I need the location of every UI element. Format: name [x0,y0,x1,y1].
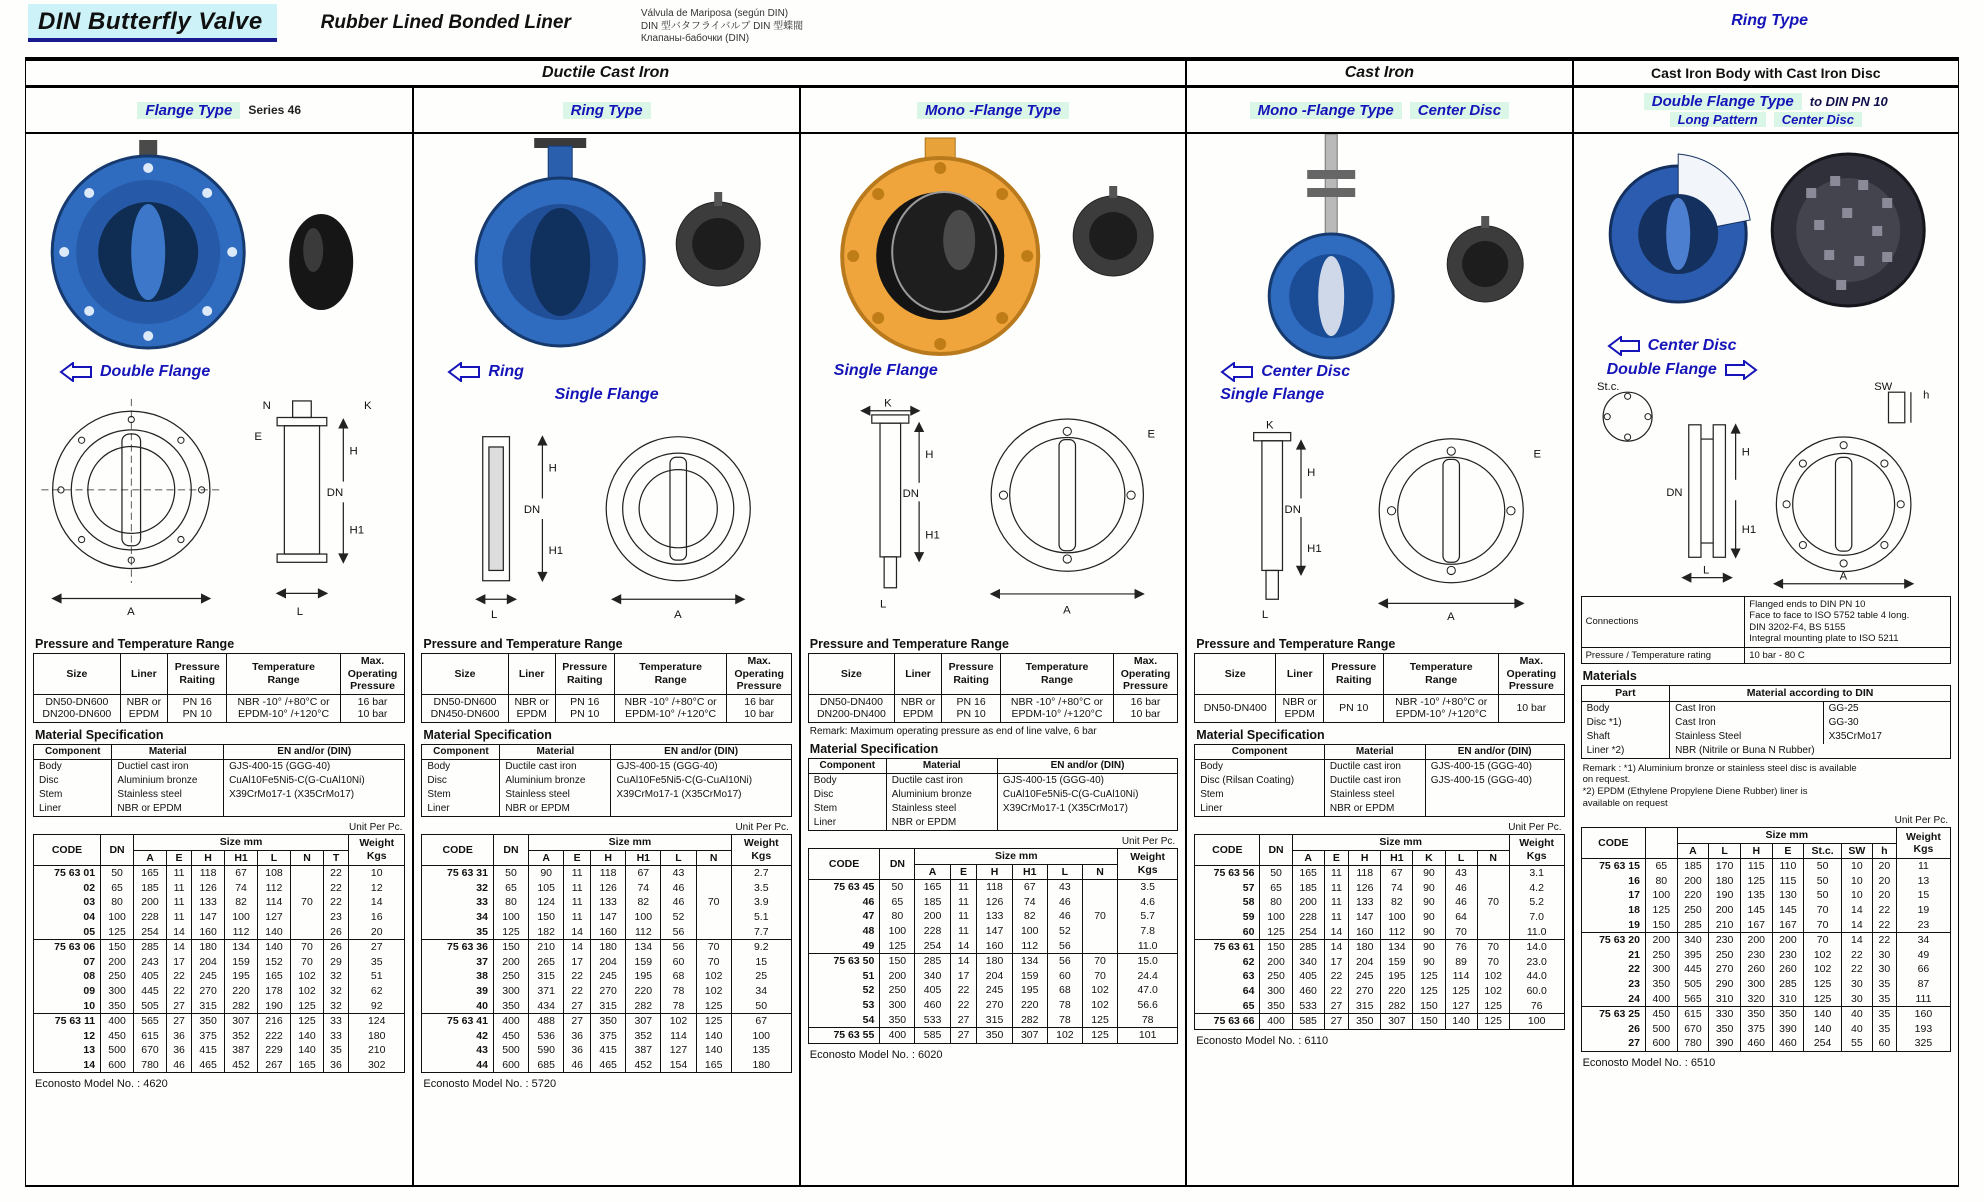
svg-text:H: H [1741,446,1750,459]
svg-text:A: A [1839,570,1847,583]
page-title-highlight [28,4,277,42]
svg-text:H1: H1 [1741,523,1756,536]
graphics-1 [33,134,405,632]
series-label: Series 46 [248,103,302,117]
svg-text:N: N [262,400,271,413]
pressure-title-1: Pressure and Temperature Range [35,637,235,651]
type-badge-mono-flange: Mono -Flange Type [917,102,1069,119]
type-badge-double-flange: Double Flange Type [1644,93,1802,110]
dimension-drawing-2 [421,406,791,632]
dimension-code-table-1: CODE DN Size mm Weight Kgs A E H H1 L N T 75 63 01 50 165 11 118 67 108 70 22 10 02 65 185 11 126 74 112 22 12 03 80 200 11 133 82 114 22 14 04 100 228 11 147 100 127 23 16 05 125 254 14 160 112 140 26 20 75 63 06 150 285 14 180 134 140 70 26 27 07 200 243 17 204 159 152 70 29 35 08 250 405 22 245 195 165 102 32 51 09 300 445 22 270 220 178 102 32 62 10 350 505 27 315 282 190 125 32 92 75 63 11 400 565 27 350 307 216 125 33 124 12 450 615 36 375 352 222 140 33 180 13 500 670 36 415 387 229 140 35 210 14 600 780 46 465 452 267 165 36 302 [33,834,405,1074]
svg-text:E: E [254,431,262,444]
page-title: DIN Butterfly Valve [38,8,263,35]
page-header [28,4,1958,56]
column-ring-type [412,88,798,1185]
dimension-drawing-3 [808,382,1178,632]
material-table-2: Component Material EN and/or (DIN) Body Ductile cast iron GJS-400-15 (GGG-40) Disc Aluminium bronze CuAl10Fe5Ni5-C(G-CuAl10Ni) Stem Stainless steel X39CrMo17-1 (X35CrMo17) Liner NBR or EPDM [421,744,791,817]
pressure-table-1: Size Liner Pressure Raiting Temperature Range Max. Operating Pressure DN50-DN600 DN200-DN600 NBR or EPDM PN 16 PN 10 NBR -10° /+80°C or EPDM-10° /+120°C 16 bar 10 bar [33,653,405,723]
material-title-3: Material Specification [809,741,939,756]
arrow-right-icon [1724,360,1758,380]
unit-label-5: Unit Per Pc. [1894,815,1948,827]
unit-label-2: Unit Per Pc. [735,821,789,833]
type-header-5 [1574,88,1958,134]
valve-photo-blue-wafer [33,134,405,360]
svg-text:K: K [1266,419,1274,432]
graphics-3 [808,134,1178,632]
svg-text:A: A [1062,604,1071,617]
dimension-drawing-5 [1581,382,1951,596]
svg-text:K: K [883,397,892,410]
annotation-center-disc-5: Center Disc [1607,336,1951,356]
type-header-2 [414,88,798,134]
type-badge-mono-flange-4: Mono -Flange Type [1250,102,1402,119]
pressure-title-3: Pressure and Temperature Range [809,637,1009,651]
column-flange-type [26,88,412,1185]
arrow-left-icon [447,362,481,382]
svg-text:SW: SW [1873,382,1892,394]
unit-label-4: Unit Per Pc. [1508,821,1562,833]
type-header-3 [801,88,1185,134]
title-translations: Válvula de Mariposa (según DIN) DIN 型バタフライバルブ DIN 型蝶閥 Клапаны-бабочки (DIN) [640,8,804,44]
type-badge-ring: Ring Type [563,102,651,119]
svg-text:H: H [349,445,358,458]
svg-text:A: A [127,606,135,619]
annotation-center-disc-4: Center Disc [1220,362,1564,382]
graphics-5 [1581,134,1951,596]
svg-text:L: L [491,608,498,621]
column-double-flange-type [1572,88,1958,1185]
pressure-title-4: Pressure and Temperature Range [1196,637,1396,651]
material-table-4: Component Material EN and/or (DIN) Body Ductile cast iron GJS-400-15 (GGG-40) Disc (Rilsan Coating) Ductile cast iron GJS-400-15 (GGG-40) Stem Stainless steel Liner NBR or EPDM [1194,744,1564,817]
svg-text:A: A [1447,610,1455,623]
pressure-table-2: Size Liner Pressure Raiting Temperature Range Max. Operating Pressure DN50-DN600 DN450-DN600 NBR or EPDM PN 16 PN 10 NBR -10° /+80°C or EPDM-10° /+120°C 16 bar 10 bar [421,653,791,723]
svg-text:DN: DN [524,503,541,516]
svg-text:DN: DN [1284,503,1302,516]
annotation-ring: Ring [447,362,791,382]
corner-ring-type-label: Ring Type [1731,12,1808,29]
annotation-single-flange-3: Single Flange [833,362,938,379]
type-badge-long-pattern: Long Pattern [1670,112,1766,127]
material-title-4: Material Specification [1196,727,1325,742]
valve-photo-orange-mono-flange [808,134,1178,360]
unit-label-3: Unit Per Pc. [1121,835,1176,847]
catalog-sheet [25,57,1959,1187]
annotation-double-flange-5: Double Flange [1607,360,1951,380]
materials-remark-5: Remark : *1) Aluminium bronze or stainless steel disc is available on request. *2) EPDM (Ethylene Propylene Diene Rubber) liner is available on request [1582,762,1857,810]
type-header-1 [26,88,412,134]
model-number-2: Econosto Model No. : 5720 [423,1078,557,1091]
graphics-4 [1194,134,1564,632]
svg-text:h: h [1922,389,1929,402]
svg-text:H1: H1 [1307,542,1322,555]
annotation-double-flange: Double Flange [59,362,405,382]
svg-text:DN: DN [1665,487,1683,500]
dimension-code-table-4: CODE DN Size mm Weight Kgs A E H H1 K L N 75 63 56 50 165 11 118 67 90 43 70 3.1 57 65 185 11 126 74 90 46 4.2 58 80 200 11 133 82 90 46 5.2 59 100 228 11 147 100 90 64 7.0 60 125 254 14 160 112 90 70 11.0 75 63 61 150 285 14 180 134 90 76 70 14.0 62 200 340 17 204 159 90 89 70 23.0 63 250 405 22 245 195 125 114 102 44.0 64 300 460 22 270 220 125 125 102 60.0 65 350 533 27 315 282 150 127 125 76 75 63 66 400 585 27 350 307 150 140 125 100 [1194,834,1564,1030]
svg-text:H: H [548,462,558,475]
pressure-table-4: Size Liner Pressure Raiting Temperature Range Max. Operating Pressure DN50-DN400 NBR or EPDM PN 10 NBR -10° /+80°C or EPDM-10° /+120°C 10 bar [1194,653,1564,723]
valve-photo-long-stem [1194,134,1564,360]
pressure-title-2: Pressure and Temperature Range [423,637,623,651]
svg-text:E: E [1533,448,1542,461]
svg-text:St.c.: St.c. [1596,382,1620,394]
model-number-1: Econosto Model No. : 4620 [35,1078,168,1091]
type-badge-center-disc-5: Center Disc [1774,112,1862,127]
material-title-1: Material Specification [35,727,164,742]
model-number-3: Econosto Model No. : 6020 [809,1048,943,1061]
dimension-code-table-5: CODE Size mm Weight Kgs A L H E St.c. SW h 75 63 15 65 185 170 115 110 50 10 20 11 16 80 200 180 125 115 50 10 20 13 17 100 220 190 135 130 50 10 20 15 18 125 250 200 145 145 70 14 22 19 19 150 285 210 167 167 70 14 22 23 75 63 20 200 340 230 200 200 70 14 22 34 21 250 395 250 230 230 102 22 30 49 22 300 445 270 260 260 102 22 30 66 23 350 505 290 300 285 125 30 35 87 24 400 565 310 320 310 125 30 35 111 75 63 25 450 615 330 350 350 140 40 35 160 26 500 670 350 375 390 140 40 35 193 27 600 780 390 460 460 254 55 60 325 [1581,827,1951,1052]
svg-text:H1: H1 [349,524,365,537]
materials-table-5: Part Material according to DIN Body Cast Iron GG-25 Disc *1) Cast Iron GG-30 Shaft Stainless Steel X35CrMo17 Liner *2) NBR (Nitrile or Buna N Rubber) [1581,685,1951,759]
svg-text:A: A [674,608,683,621]
materials-title-5: Materials [1582,668,1637,683]
svg-text:H1: H1 [548,544,564,557]
dimension-code-table-3: CODE DN Size mm Weight Kgs A E H H1 L N 75 63 45 50 165 11 118 67 43 70 3.5 46 65 185 11 126 74 46 4.6 47 80 200 11 133 82 46 5.7 48 100 228 11 147 100 52 7.8 49 125 254 14 160 112 56 11.0 75 63 50 150 285 14 180 134 56 70 15.0 51 200 340 17 204 159 60 70 24.4 52 250 405 22 245 195 68 102 47.0 53 300 460 22 270 220 78 102 56.6 54 350 533 27 315 282 78 125 78 75 63 55 400 585 27 350 307 102 125 101 [808,848,1178,1044]
unit-label-1: Unit Per Pc. [349,821,403,833]
svg-text:L: L [1702,564,1709,577]
graphics-2 [421,134,791,632]
svg-text:E: E [1147,428,1155,441]
svg-text:DN: DN [326,487,344,500]
model-number-4: Econosto Model No. : 6110 [1196,1034,1329,1047]
material-title-2: Material Specification [423,727,552,742]
svg-text:H: H [1307,466,1316,479]
annotation-single-flange-2: Single Flange [554,386,659,403]
svg-text:K: K [364,400,372,413]
material-table-3: Component Material EN and/or (DIN) Body Ductile cast iron GJS-400-15 (GGG-40) Disc Aluminium bronze CuAl10Fe5Ni5-C(G-CuAl10Ni) Stem Stainless steel X39CrMo17-1 (X35CrMo17) Liner NBR or EPDM [808,758,1178,831]
type-badge-flange: Flange Type [137,102,240,119]
arrow-left-icon [1607,336,1641,356]
type-label-din-pn10: to DIN PN 10 [1809,94,1888,109]
pressure-remark-3: Remark: Maximum operating pressure as end of line valve, 6 bar [809,725,1097,737]
svg-text:L: L [879,598,887,611]
arrow-left-icon [1220,362,1254,382]
group-header-cast-iron: Cast Iron [1185,61,1571,88]
type-badge-center-disc-4: Center Disc [1410,102,1509,119]
svg-text:L: L [296,606,304,619]
group-header-cast-iron-body: Cast Iron Body with Cast Iron Disc [1572,61,1958,88]
model-number-5: Econosto Model No. : 6510 [1582,1056,1716,1069]
pressure-table-3: Size Liner Pressure Raiting Temperature Range Max. Operating Pressure DN50-DN400 DN200-DN400 NBR or EPDM PN 16 PN 10 NBR -10° /+80°C or EPDM-10° /+120°C 16 bar 10 bar [808,653,1178,723]
svg-text:L: L [1262,608,1269,621]
valve-photo-ring-type [421,134,791,360]
arrow-left-icon [59,362,93,382]
type-header-4 [1187,88,1571,134]
valve-photo-cutaway-double-flange [1581,134,1951,334]
dimension-drawing-4 [1194,406,1564,632]
dimension-drawing-1 [33,384,405,632]
connections-table: Connections Flanged ends to DIN PN 10 Face to face to ISO 5752 table 4 long. DIN 3202-F4, BS 5155 Integral mounting plate to ISO 5211 Pressure / Temperature rating 10 bar - 80 C [1581,596,1951,664]
dimension-code-table-2: CODE DN Size mm Weight Kgs A E H H1 L N 75 63 31 50 90 11 118 67 43 70 2.7 32 65 105 11 126 74 46 3.5 33 80 124 11 133 82 46 3.9 34 100 150 11 147 100 52 5.1 35 125 182 14 160 112 56 7.7 75 63 36 150 210 14 180 134 56 70 9.2 37 200 265 17 204 159 60 70 15 38 250 315 22 245 195 68 102 25 39 300 371 22 270 220 78 102 34 40 350 434 27 315 282 78 125 50 75 63 41 400 488 27 350 307 102 125 67 42 450 536 36 375 352 114 140 100 43 500 590 36 415 387 127 140 135 44 600 685 46 465 452 154 165 180 [421,834,791,1074]
annotation-single-flange-4: Single Flange [1220,386,1325,403]
column-mono-flange-type [799,88,1185,1185]
page-subtitle: Rubber Lined Bonded Liner [320,12,571,33]
group-header-ductile-cast-iron: Ductile Cast Iron [26,61,1185,88]
material-table-1: Component Material EN and/or (DIN) Body Ductiel cast iron GJS-400-15 (GGG-40) Disc Aluminium bronze CuAl10Fe5Ni5-C(G-CuAl10Ni) Stem Stainless steel X39CrMo17-1 (X35CrMo17) Liner NBR or EPDM [33,744,405,817]
svg-text:H1: H1 [925,529,940,542]
svg-text:DN: DN [902,488,919,501]
svg-text:H: H [925,449,934,462]
column-mono-flange-center-disc [1185,88,1571,1185]
